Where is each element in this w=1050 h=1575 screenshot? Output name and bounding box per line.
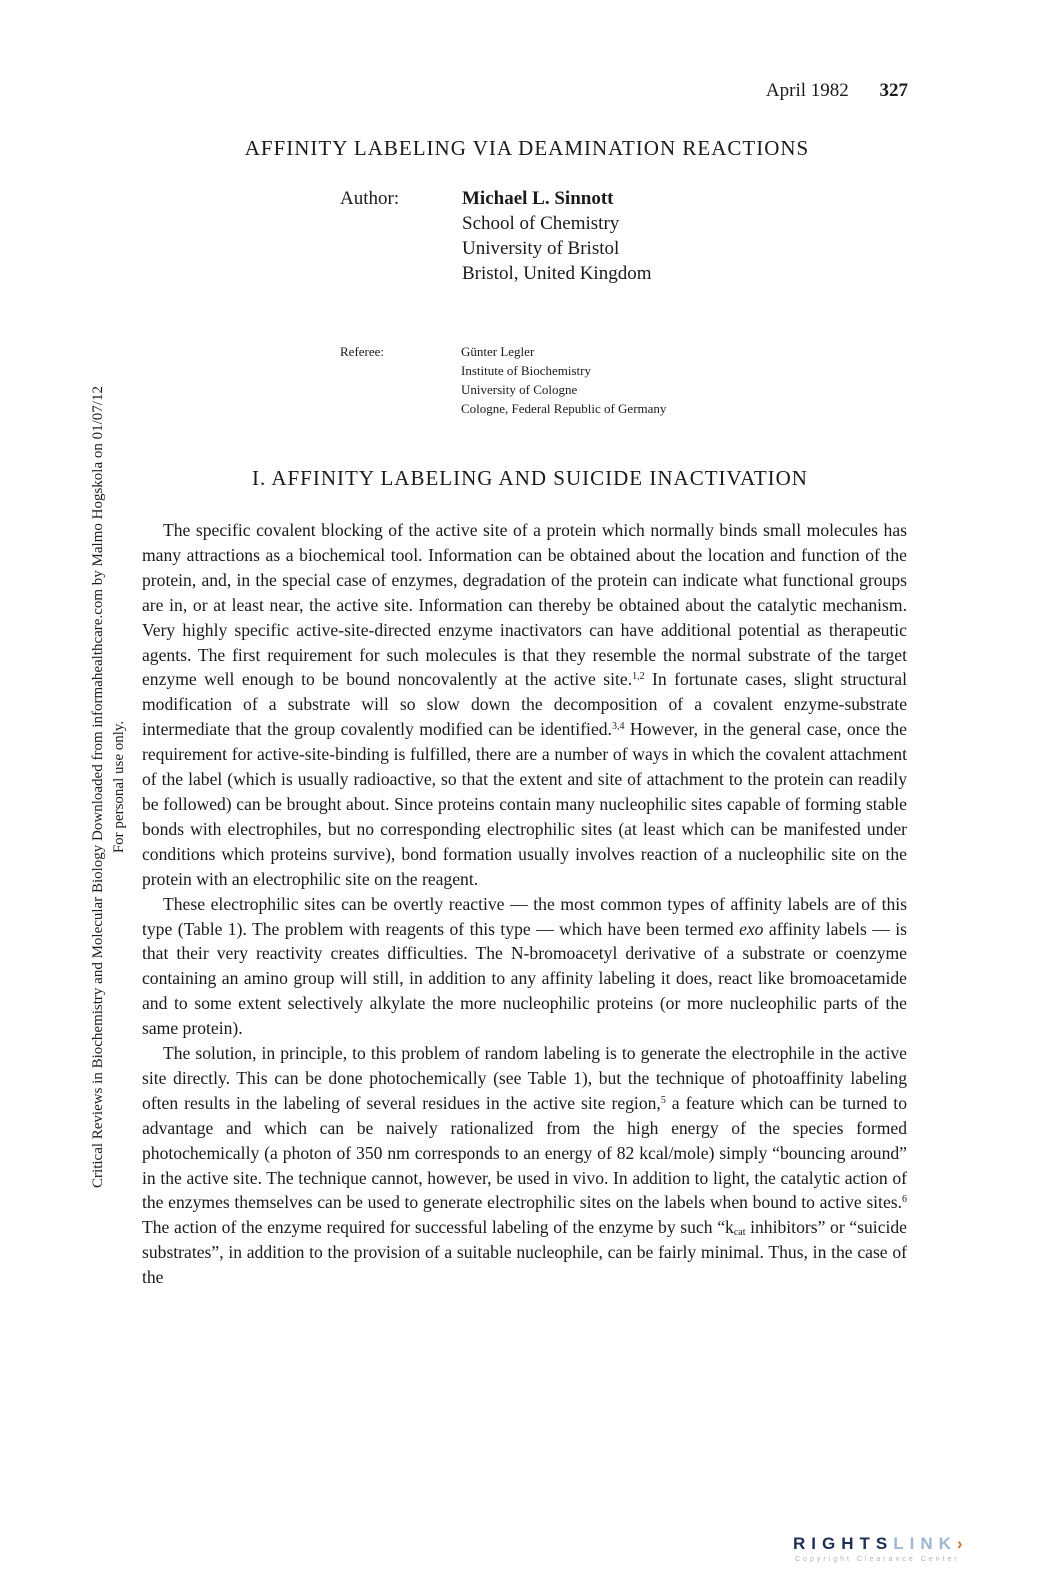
author-affiliation-line: University of Bristol (462, 238, 620, 259)
citation: 6 (902, 1194, 907, 1206)
author-affiliation-line: School of Chemistry (462, 213, 620, 234)
referee-label: Referee: (340, 344, 385, 359)
section-heading: I. AFFINITY LABELING AND SUICIDE INACTIVATION (252, 466, 808, 490)
subscript: cat (733, 1227, 746, 1239)
referee-affiliation-line: Institute of Biochemistry (461, 363, 591, 378)
referee-affiliation-line: University of Cologne (461, 382, 578, 397)
watermark-line: Critical Reviews in Biochemistry and Molecular Biology Downloaded from informahealthcare.com by Malmo Hogskola on 01/07/12 (90, 386, 106, 1188)
paragraph: These electrophilic sites can be overtly reactive — the most common types of affinity labels are of this type (Table 1). The problem with reagents of this type — which have been termed exo affinity labels — is that their very reactivity creates difficulties. The N-bromoacetyl derivative of a substrate or coenzyme containing an amino group will still, in addition to any affinity labeling it does, react like bromoacetamide and to some extent selectively alkylate the more nucleophilic proteins (or more nucleophilic parts of the same protein). (142, 893, 907, 1039)
referee-name: Günter Legler (461, 344, 535, 359)
paragraph: The specific covalent blocking of the active site of a protein which normally binds small molecules has many attractions as a biochemical tool. Information can be obtained about the location and function of the protein, and, in the special case of enzymes, degradation of the protein can indicate what functional groups are in, or at least near, the active site. Information can thereby be obtained about the catalytic mechanism. Very highly specific active-site-directed enzyme inactivators can have additional potential as therapeutic agents. The first requirement for such molecules is that they resemble the normal substrate of the target enzyme well enough to be bound noncovalently at the active site.$^{1,2}$ In fortunate cases, slight structural modification of a substrate will so slow down the decomposition of a covalent enzyme-substrate intermediate that the group covalently modified can be identified.$^{3,4}$ However, in the general case, once the requirement for active-site-binding is fulfilled, there are a number of ways in which the covalent attachment of the label (which is usually radioactive, so that the extent and site of attachment to the protein can readily be followed) can be brought about. Since proteins contain many nucleophilic sites capable of forming stable bonds with electrophiles, but no corresponding electrophilic sites (at least which can be manifested under conditions which proteins survive), bond formation usually involves reaction of a nucleophilic site on the protein with an electrophilic site on the reagent. (142, 520, 908, 889)
paragraph: The solution, in principle, to this problem of random labeling is to generate the electrophile in the active site directly. This can be done photochemically (see Table 1), but the technique of photoaffinity labeling often results in the labeling of several residues in the active site region,$^5$ a feature which can be turned to advantage and which can be naively rationalized from the high energy of the species formed photochemically (a photon of 350 nm corresponds to an energy of 82 kcal/mole) simply “bouncing around” in the active site. The technique cannot, however, be used in vivo. In addition to light, the catalytic action of the enzymes themselves can be used to generate electrophilic sites on the labels when bound to active sites.$^6$ The action of the enzyme required for successful labeling of the enzyme by such “$k_{cat}$ inhibitors” or “suicide substrates”, in addition to the provision of a suitable nucleophile, can be fairly minimal. Thus, in the case of the (142, 1043, 907, 1288)
watermark-line: For personal use only. (111, 720, 127, 854)
rightslink-logo: RIGHTSLINK› Copyright Clearance Center (793, 1534, 969, 1563)
author-label: Author: (340, 188, 400, 209)
arrow-icon: › (956, 1534, 969, 1553)
page-number: 327 (879, 80, 908, 101)
article-title: AFFINITY LABELING VIA DEAMINATION REACTIONS (244, 136, 810, 160)
article-body (142, 518, 907, 1290)
author-name: Michael L. Sinnott (462, 188, 614, 209)
referee-affiliation-line: Cologne, Federal Republic of Germany (461, 401, 667, 416)
issue-date: April 1982 (765, 80, 849, 101)
citation: 3,4 (611, 721, 625, 733)
download-watermark (88, 287, 132, 1287)
citation: 5 (660, 1094, 666, 1106)
running-header (766, 80, 908, 102)
emphasis: exo (739, 918, 764, 939)
citation: 1,2 (632, 671, 645, 683)
author-affiliation-line: Bristol, United Kingdom (462, 263, 652, 284)
logo-tagline: Copyright Clearance Center (795, 1556, 960, 1563)
